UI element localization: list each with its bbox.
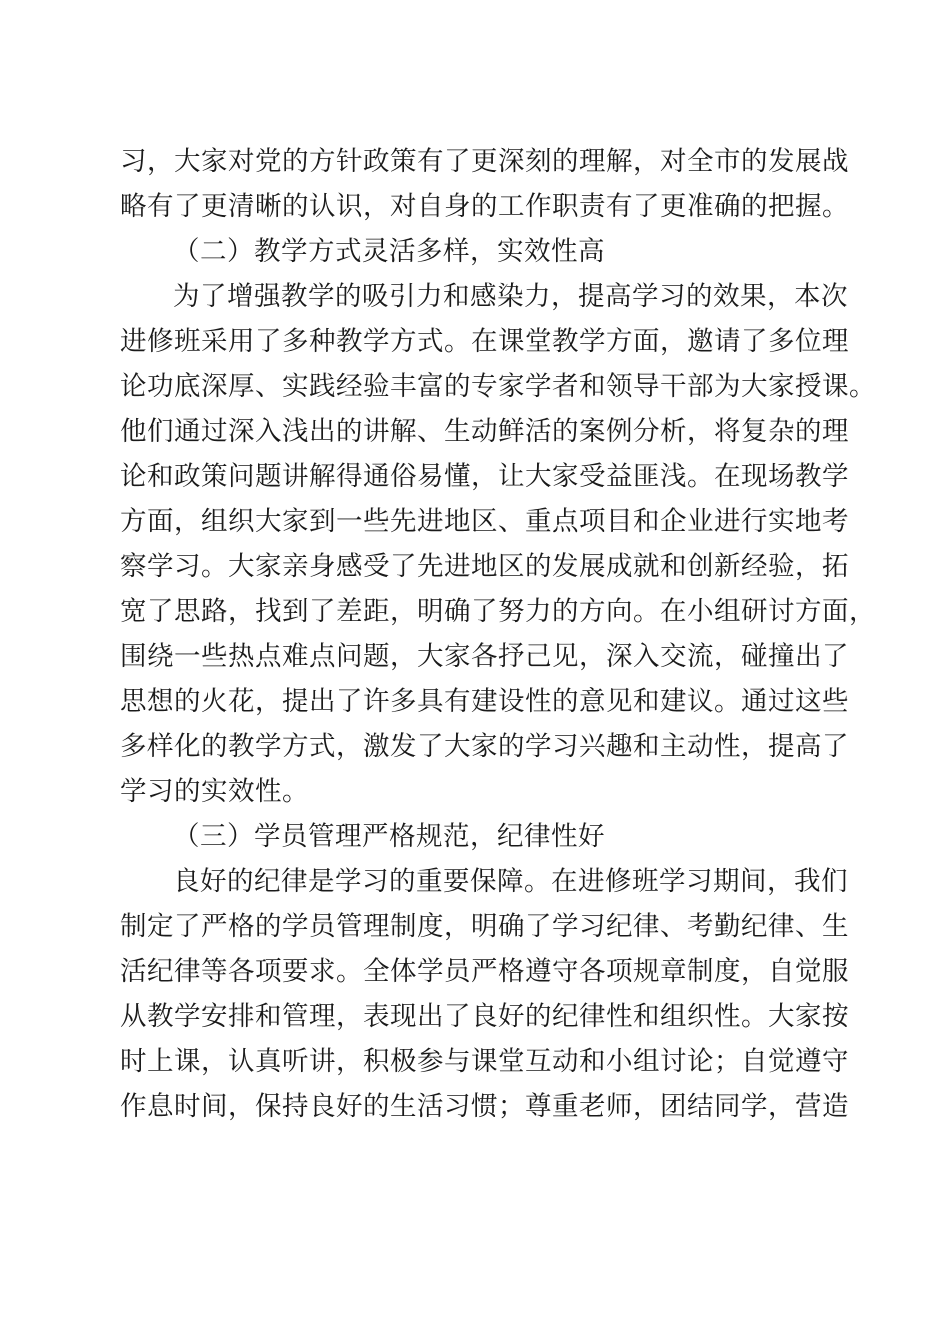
body-text-line: 从教学安排和管理，表现出了良好的纪律性和组织性。大家按 <box>120 1001 849 1032</box>
body-text-line: 学习的实效性。 <box>120 776 309 807</box>
body-text-line: 进修班采用了多种教学方式。在课堂教学方面，邀请了多位理 <box>120 326 849 357</box>
body-text-line: 他们通过深入浅出的讲解、生动鲜活的案例分析，将复杂的理 <box>120 416 849 447</box>
section-heading: （二）教学方式灵活多样，实效性高 <box>173 236 605 267</box>
body-text-line: 时上课，认真听讲，积极参与课堂互动和小组讨论；自觉遵守 <box>120 1046 849 1077</box>
section-heading: （三）学员管理严格规范，纪律性好 <box>173 821 605 852</box>
body-text-line: 论和政策问题讲解得通俗易懂，让大家受益匪浅。在现场教学 <box>120 461 849 492</box>
body-text-line: 习，大家对党的方针政策有了更深刻的理解，对全市的发展战 <box>120 146 849 177</box>
paragraph-first-line: 为了增强教学的吸引力和感染力，提高学习的效果，本次 <box>173 281 848 312</box>
body-text-line: 思想的火花，提出了许多具有建设性的意见和建议。通过这些 <box>120 686 849 717</box>
body-text-line: 制定了严格的学员管理制度，明确了学习纪律、考勤纪律、生 <box>120 911 849 942</box>
body-text-line: 论功底深厚、实践经验丰富的专家学者和领导干部为大家授课。 <box>120 371 876 402</box>
body-text-line: 围绕一些热点难点问题，大家各抒己见，深入交流，碰撞出了 <box>120 641 849 672</box>
body-text-line: 方面，组织大家到一些先进地区、重点项目和企业进行实地考 <box>120 506 849 537</box>
body-text-line: 作息时间，保持良好的生活习惯；尊重老师，团结同学，营造 <box>120 1091 849 1122</box>
paragraph-first-line: 良好的纪律是学习的重要保障。在进修班学习期间，我们 <box>173 866 848 897</box>
body-text-line: 略有了更清晰的认识，对自身的工作职责有了更准确的把握。 <box>120 191 849 222</box>
body-text-line: 察学习。大家亲身感受了先进地区的发展成就和创新经验，拓 <box>120 551 849 582</box>
body-text-line: 多样化的教学方式，激发了大家的学习兴趣和主动性，提高了 <box>120 731 849 762</box>
body-text-line: 宽了思路，找到了差距，明确了努力的方向。在小组研讨方面， <box>120 596 876 627</box>
body-text-line: 活纪律等各项要求。全体学员严格遵守各项规章制度，自觉服 <box>120 956 849 987</box>
